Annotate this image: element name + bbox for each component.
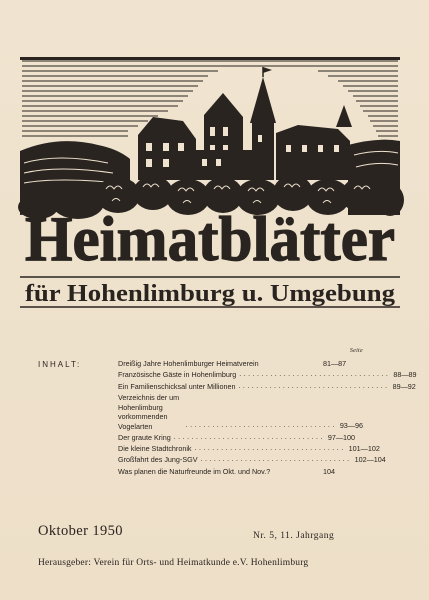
toc-entry [118, 443, 380, 454]
toc-entry-title: Dreißig Jahre Hohenlimburger Heimatverein [118, 359, 259, 368]
toc-entry-pages: 102—104 [354, 455, 386, 465]
issue-date: Oktober 1950 [38, 523, 123, 539]
toc-entry-title: Französische Gäste in Hohenlimburg [118, 370, 237, 380]
masthead-title: Heimatblätter [25, 203, 395, 274]
toc-entry-title: Großfahrt des Jung-SGV [118, 455, 198, 465]
toc-entry-pages: 89—92 [392, 381, 416, 391]
toc-entry-pages: 97—100 [327, 432, 356, 442]
toc-entries [118, 359, 417, 478]
toc-heading: INHALT: [38, 360, 82, 369]
toc-entry [118, 467, 363, 477]
publisher-line: Herausgeber: Verein für Orts- und Heimatkunde e.V. Hohenlimburg [38, 558, 309, 568]
toc-entry-pages: 101—102 [348, 443, 380, 453]
toc-entry [118, 433, 363, 443]
toc-entry-title: Die kleine Stadtchronik [118, 443, 192, 453]
page-column-header: Seite [349, 348, 363, 354]
leader-dots: .................................. [239, 371, 391, 379]
toc-entry-pages: 88—89 [393, 370, 417, 380]
toc-entry-pages: 81—87 [323, 359, 347, 368]
toc-entry-title: Ein Familienschicksal unter Millionen [118, 381, 236, 391]
toc-entry-title: Der graute Kring [118, 432, 171, 442]
toc-entry [118, 370, 417, 380]
toc-entry-title: Was planen die Naturfreunde im Okt. und Nov.? [118, 466, 271, 476]
toc-entry [118, 455, 386, 465]
toc-entry [118, 381, 416, 392]
leader-dots: .................................. [185, 422, 337, 430]
leader-dots: .................................. [238, 382, 390, 390]
leader-dots: .................................. [173, 433, 325, 441]
issue-number: Nr. 5, 11. Jahrgang [253, 531, 335, 541]
toc-entry-pages: 93—96 [339, 421, 363, 431]
leader-dots: .................................. [200, 456, 352, 464]
masthead-subtitle: für Hohenlimburg u. Umgebung [25, 281, 395, 307]
toc-entry [118, 359, 363, 369]
toc-entry-pages: 104 [323, 466, 335, 476]
castle [138, 67, 352, 180]
toc-entry-title: Verzeichnis der um Hohenlimburg vorkommenden Vogelarten [118, 393, 180, 431]
castle-woodcut-masthead [18, 55, 402, 310]
toc-entry [118, 393, 363, 431]
leader-dots: .................................. [194, 444, 346, 452]
